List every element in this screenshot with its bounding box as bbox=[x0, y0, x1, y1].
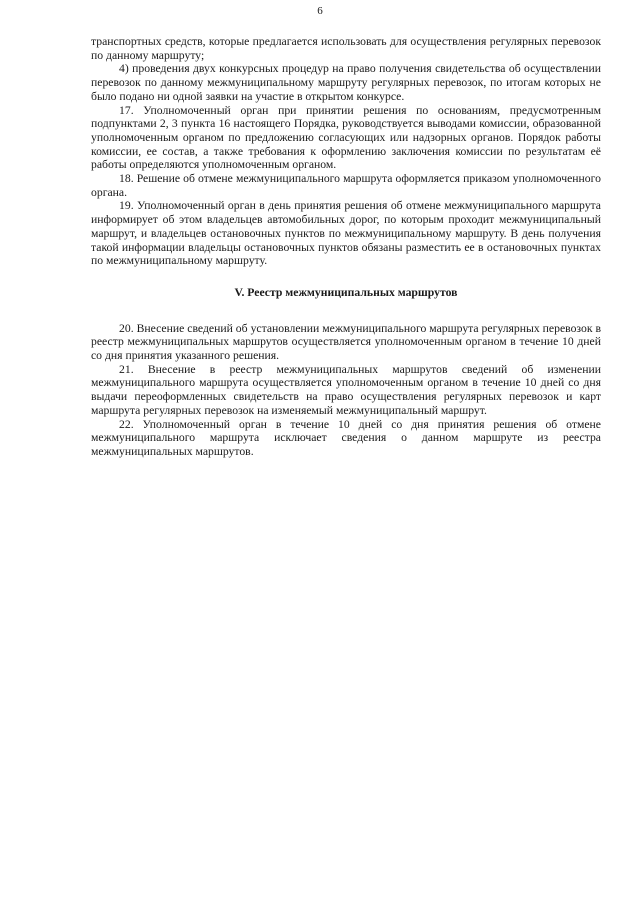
paragraph-19: 19. Уполномоченный орган в день принятия решения об отмене межмуниципального маршрута информирует об этом владельцев автомобильных дорог, по которым проходит межмуниципальный маршрут, и владельцев остановочных пунктов по межмуниципальному маршруту. В день получения такой информации владельцы остановочных пунктов обязаны разместить ее в остановочных пунктах по межмуниципальному маршруту. bbox=[91, 199, 601, 268]
paragraph-item-4: 4) проведения двух конкурсных процедур на право получения свидетельства об осуществлении перевозок по данному межмуниципальному маршруту регулярных перевозок, по итогам которых не было подано ни одной заявки на участие в открытом конкурсе. bbox=[91, 62, 601, 103]
paragraph-21: 21. Внесение в реестр межмуниципальных маршрутов сведений об изменении межмуниципального маршрута осуществляется уполномоченным органом в течение 10 дней со дня выдачи переоформленных свидетельств на право осуществления регулярных перевозок и карт маршрута регулярных перевозок на изменяемый межмуниципальный маршрут. bbox=[91, 362, 601, 417]
document-body bbox=[91, 35, 601, 459]
page-number: 6 bbox=[317, 5, 323, 17]
paragraph-continuation: транспортных средств, которые предлагается использовать для осуществления регулярных перевозок по данному маршруту; bbox=[91, 35, 601, 62]
section-heading: V. Реестр межмуниципальных маршрутов bbox=[234, 285, 458, 299]
paragraph-17: 17. Уполномоченный орган при принятии решения по основаниям, предусмотренным подпунктами 2, 3 пункта 16 настоящего Порядка, руководствуется выводами комиссии, образованной уполномоченным органом по предложению согласующих или надзорных органов. Порядок работы комиссии, ее состав, а также требования к оформлению заключения комиссии по результатам её работы определяются уполномоченным органом. bbox=[91, 103, 601, 172]
paragraph-20: 20. Внесение сведений об установлении межмуниципального маршрута регулярных перевозок в реестр межмуниципальных маршрутов осуществляется уполномоченным органом в течение 10 дней со дня принятия указанного решения. bbox=[91, 321, 601, 363]
paragraph-18: 18. Решение об отмене межмуниципального маршрута оформляется приказом уполномоченного органа. bbox=[91, 172, 601, 199]
paragraph-22: 22. Уполномоченный орган в течение 10 дней со дня принятия решения об отмене межмуниципального маршрута исключает сведения о данном маршруте из реестра межмуниципальных маршрутов. bbox=[91, 417, 601, 458]
